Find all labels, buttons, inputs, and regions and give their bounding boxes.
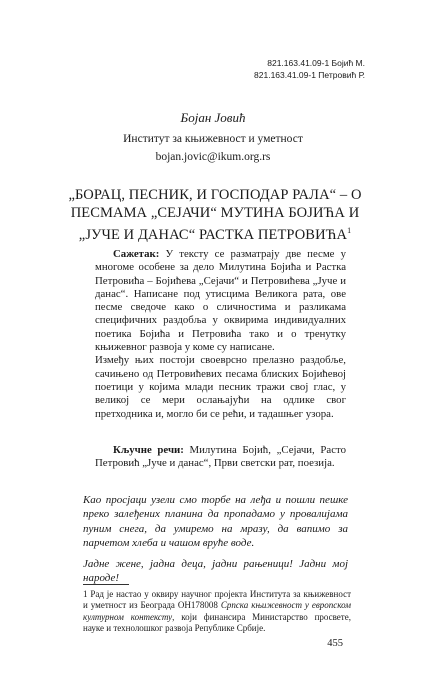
keywords-label: Кључне речи: [113, 444, 184, 456]
author-email: bojan.jovic@ikum.org.rs [155, 151, 271, 163]
footnote-text: , који финансира Министарство просвете, науке и технолошког развоја Републике Србије. [83, 611, 351, 633]
paper-title [60, 186, 370, 244]
paper-title-text: „БОРАЦ, ПЕСНИК, И ГОСПОДАР РАЛА“ – О ПЕСМАМА „СЕЈАЧИ“ МУТИНА БОЈИЋА И „ЈУЧЕ И ДАНАС“ РАСТКА ПЕТРОВИЋА [68, 187, 362, 243]
footnote-mark: 1 [83, 589, 88, 599]
abstract-label: Сажетак: [113, 248, 160, 260]
epigraph [83, 493, 348, 591]
footnote [83, 589, 351, 634]
abstract-text: У тексту се разматрају две песме у многоме особене за дело Милутина Бојића и Растка Петровића – Бојићева „Сејачи“ и Петровићева „Јуче и данас“. Написане под утисцима Великога рата, ове песме сведоче како о сличностима и разликама специфичних раздобља у оквирима индивидуалних поетика Бојића и Петровића тако и о тренутку књижевног развоја у коме су написане. [95, 248, 346, 354]
epigraph-stanza: Као просјаци узели смо торбе на леђа и пошли пешке преко залеђених планина да пропадамо у провалијама пуним снега, да умиремо на мразу, да вапимо за парчетом хлеба и чашом вруће воде. [83, 494, 348, 550]
footnote-divider [83, 584, 129, 585]
keywords [95, 444, 346, 471]
footnote-text: Рад је настао у оквиру научног пројекта Института за књижевност и уметност из Београда ОН178008 [83, 589, 352, 611]
udc-line: 821.163.41.09-1 Бојић М. [267, 58, 365, 68]
footnote-project-title: Српска књижевност у европском културном контексту [83, 600, 352, 622]
udc-line: 821.163.41.09-1 Петровић Р. [254, 70, 365, 80]
abstract [95, 248, 346, 421]
abstract-paragraph [95, 354, 346, 420]
udc-classification [254, 57, 365, 81]
epigraph-stanza: Јадне жене, јадна деца, јадни рањеници! Јадни мој народе! [83, 557, 348, 585]
keywords-text: Милутина Бојић, „Сејачи, Расто Петровић „Јуче и данас“, Први светски рат, поезија. [95, 444, 346, 470]
abstract-text: Између њих постоји своеврсно прелазно раздобље, сачињено од Петровићевих песама блиских Бојићевој поетици у којима млади песник тражи свој глас, у великој се мери ослањајући на одлике свог претходника и, могло би се рећи, и тадашњег узора. [95, 354, 346, 420]
author-name: Бојан Јовић [180, 110, 246, 125]
page-number: 455 [327, 638, 343, 649]
abstract-paragraph [95, 248, 346, 354]
author-affiliation: Институт за књижевност и уметност [123, 133, 303, 145]
title-footnote-mark: 1 [347, 226, 352, 235]
